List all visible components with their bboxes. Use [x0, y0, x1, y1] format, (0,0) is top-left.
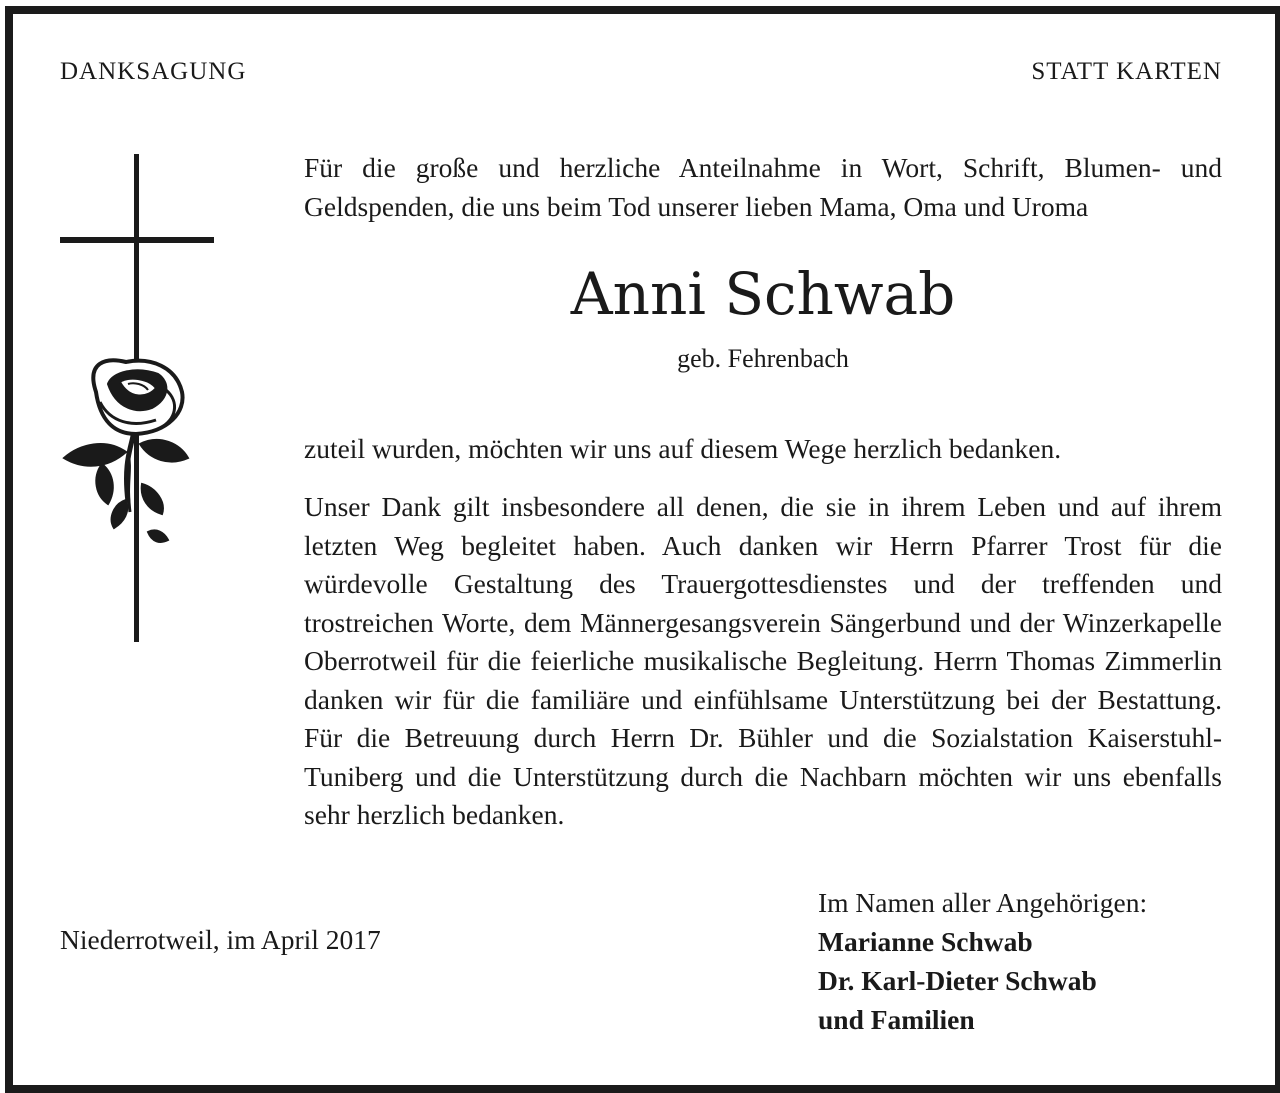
signature-intro: Im Namen aller Angehörigen:	[818, 887, 1148, 918]
cross-and-rose-icon	[56, 152, 216, 644]
signature-block	[818, 883, 1147, 1039]
body-text: Unser Dank gilt insbesondere all denen, die sie in ihrem Leben und auf ihrem letzten Weg begleitet haben. Auch danken wir Herrn Pfarrer Trost für die würdevolle Gestaltung des Trauergottesdienstes und der treffenden und trostreichen Worte, dem Männergesangsverein Sängerbund und der Winzerkapelle Oberrotweil für die feierliche musikalische Begleitung. Herrn Thomas Zimmerlin danken wir für die familiäre und einfühlsame Unterstützung bei der Bestattung. Für die Betreuung durch Herrn Dr. Bühler und die Sozialstation Kaiserstuhl-Tuniberg und die Unterstützung durch die Nachbarn möchten wir uns ebenfalls sehr herzlich bedanken.	[304, 491, 1222, 830]
place-and-date: Niederrotweil, im April 2017	[60, 924, 381, 955]
deceased-birthname: geb. Fehrenbach	[677, 344, 849, 373]
intro-text: Für die große und herzliche Anteilnahme in Wort, Schrift, Blumen- und Geldspenden, die uns beim Tod unserer lieben Mama, Oma und Uroma	[304, 152, 1222, 222]
intro-paragraph	[304, 149, 1222, 226]
rose-icon	[64, 360, 188, 542]
signature-name: Dr. Karl-Dieter Schwab	[818, 965, 1097, 996]
body-paragraph	[304, 488, 1222, 835]
header-thanks: DANKSAGUNG	[60, 58, 247, 85]
header-instead-of-cards: STATT KARTEN	[1031, 58, 1222, 85]
signature-name: Marianne Schwab	[818, 926, 1033, 957]
signature-name: und Familien	[818, 1004, 975, 1035]
deceased-name: Anni Schwab	[570, 260, 956, 328]
continuation-line: zuteil wurden, möchten wir uns auf diesem Wege herzlich bedanken.	[304, 433, 1062, 464]
